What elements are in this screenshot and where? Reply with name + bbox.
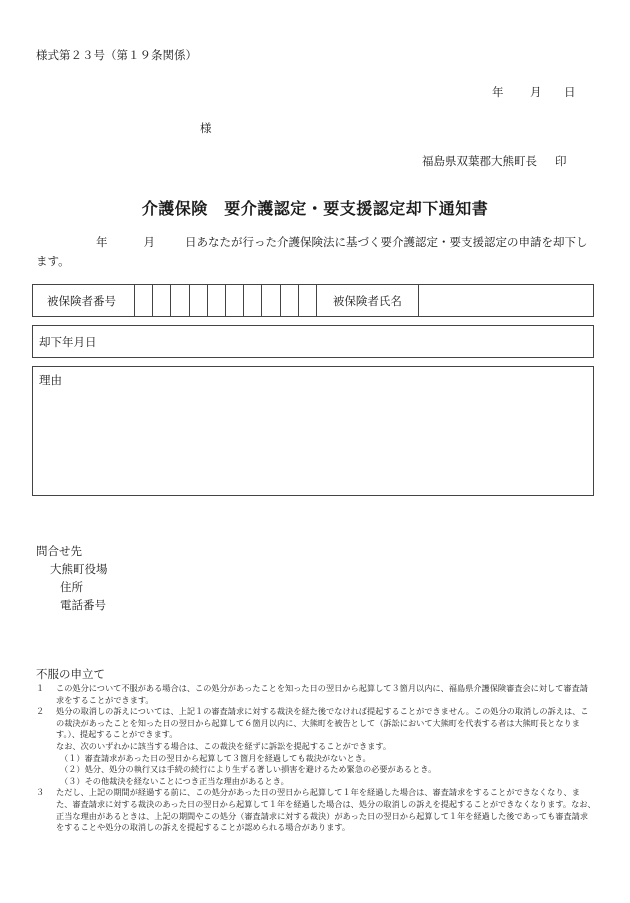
appeal-item-number: ３ [36,787,45,798]
reason-label: 理由 [39,373,62,387]
rejection-date-row[interactable] [32,325,594,358]
issuer-name: 福島県双葉郡大熊町長 [422,154,537,168]
appeal-section [36,683,596,834]
notice-date [492,84,576,100]
insured-info-row [32,284,594,317]
insured-number-digit[interactable] [190,285,208,316]
appeal-item-2-sub-2: （２）処分、処分の執行又は手続の続行により生ずる著しい損害を避けるため緊急の必要があるとき。 [60,764,437,775]
contact-title: 問合せ先 [36,544,82,558]
seal-mark: 印 [555,154,567,168]
insured-number-digit[interactable] [153,285,171,316]
insured-number-digit[interactable] [244,285,262,316]
insured-number-label: 被保険者番号 [33,285,135,316]
insured-number-digit[interactable] [262,285,280,316]
appeal-item-number: ２ [36,706,45,717]
notice-body [36,233,596,271]
insured-number-digit[interactable] [226,285,244,316]
appeal-item-2 [36,706,596,741]
insured-number-digit[interactable] [171,285,189,316]
insured-number-digit[interactable] [299,285,317,316]
insured-name-field[interactable] [419,285,593,316]
appeal-item-2-note: なお、次のいずれかに該当する場合は、この裁決を経ずに訴訟を提起することができます。 [56,740,392,751]
issuer [422,153,567,169]
appeal-item-3 [36,787,596,833]
contact-phone-label: 電話番号 [60,598,106,612]
insured-name-label: 被保険者氏名 [317,285,419,316]
appeal-item-text: この処分について不服がある場合は、この処分があったことを知った日の翌日から起算して３箇月以内に、福島県介護保険審査会に対して審査請求をすることができます。 [56,683,588,705]
appeal-item-text: 処分の取消しの訴えについては、上記１の審査請求に対する裁決を経た後でなければ提起することができません。この処分の取消しの訴えは、この裁決があったことを知った日の翌日から起算して６箇月以内に、大熊町を被告として（訴訟において大熊町を代表する者は大熊町長となります。）、提起することができます。 [56,706,589,740]
contact-office: 大熊町役場 [50,562,108,576]
date-day: 日 [564,85,576,99]
date-month: 月 [530,85,542,99]
body-year: 年 [96,235,108,249]
date-year: 年 [492,85,504,99]
insured-number-digit[interactable] [208,285,226,316]
contact-address-label: 住所 [60,580,83,594]
reason-box[interactable] [32,366,594,496]
insured-number-digit[interactable] [135,285,153,316]
addressee: 様 [200,121,212,135]
insured-number-digit[interactable] [281,285,299,316]
document-title: 介護保険 要介護認定・要支援認定却下通知書 [141,199,489,218]
appeal-item-text: ただし、上記の期間が経過する前に、この処分があった日の翌日から起算して１年を経過した場合は、審査請求をすることができなくなり、また、審査請求に対する裁決のあった日の翌日から起算して１年を経過した場合は、処分の取消しの訴えを提起することができなくなります。なお、正当な理由があるときは、上記の期間やこの処分（審査請求に対する裁決）があった日の翌日から起算して１年を経過した後であっても審査請求をすることや処分の取消しの訴えを提起することが認められる場合があります。 [56,787,596,833]
body-month: 月 [143,235,155,249]
appeal-item-1 [36,683,596,706]
rejection-date-label: 却下年月日 [39,334,97,349]
appeal-title: 不服の申立て [36,667,105,681]
appeal-item-2-sub-3: （３）その他裁決を経ないことにつき正当な理由があるとき。 [60,775,289,786]
appeal-item-number: １ [36,683,45,693]
body-text: 日あなたが行った介護保険法に基づく要介護認定・要支援認定の申請を却下します。 [36,235,588,268]
form-number: 様式第２３号（第１９条関係） [36,48,197,62]
appeal-item-2-sub-1: （１）審査請求があった日の翌日から起算して３箇月を経過しても裁決がないとき。 [60,752,371,763]
